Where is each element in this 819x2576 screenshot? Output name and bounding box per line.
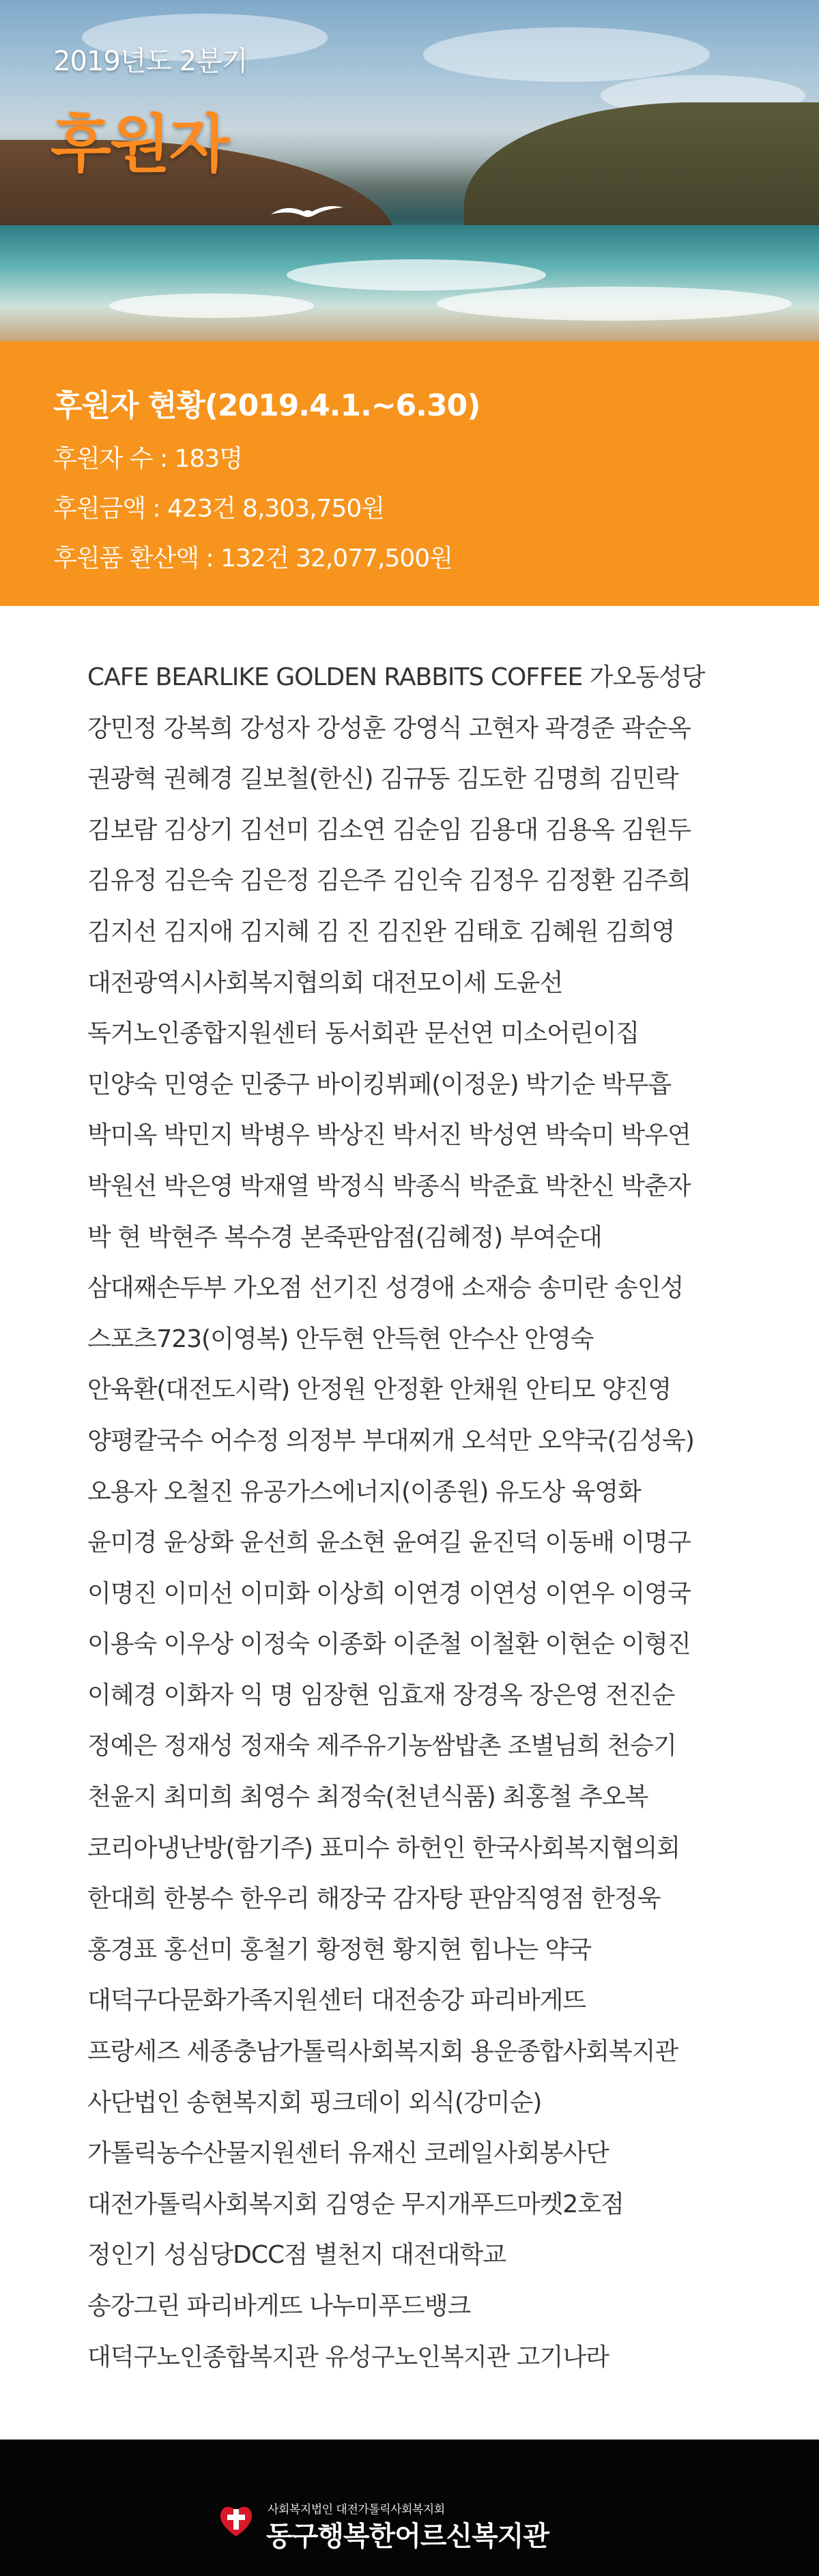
donor-row: 이혜경 이화자 익 명 임장현 임효재 장경옥 장은영 전진순 (87, 1681, 675, 1709)
donor-row: 박미옥 박민지 박병우 박상진 박서진 박성연 박숙미 박우연 (87, 1121, 691, 1150)
donor-row: 정인기 성심당DCC점 별천지 대전대학교 (87, 2241, 506, 2270)
donor-row: 박 현 박현주 복수경 본죽판암점(김혜정) 부여순대 (87, 1223, 602, 1251)
donor-row: 대덕구노인종합복지관 유성구노인복지관 고기나라 (87, 2343, 609, 2371)
footer-org-sub: 사회복지법인 대전가톨릭사회복지회 (268, 2503, 445, 2517)
donor-row: 코리아냉난방(함기주) 표미수 하헌인 한국사회복지협의회 (87, 1834, 680, 1862)
donor-row: 윤미경 윤상화 윤선희 윤소현 윤여길 윤진덕 이동배 이명구 (87, 1529, 691, 1557)
donor-row: 이용숙 이우상 이정숙 이종화 이준철 이철환 이현순 이형진 (87, 1630, 691, 1659)
donor-row: 사단법인 송현복지회 핑크데이 외식(강미순) (87, 2088, 542, 2117)
donor-row: 프랑세즈 세종충남가톨릭사회복지회 용운종합사회복지관 (87, 2038, 678, 2066)
footer-org-name: 동구행복한어르신복지관 (266, 2521, 549, 2552)
donor-row: 민양숙 민영순 민중구 바이킹뷔페(이정운) 박기순 박무흡 (87, 1070, 672, 1099)
wave-foam (109, 293, 314, 318)
donation-amount: 후원금액 : 423건 8,303,750원 (53, 495, 385, 523)
donor-row: 대전광역시사회복지협의회 대전모이세 도윤선 (87, 968, 563, 997)
donor-row: 송강그린 파리바게뜨 나누미푸드뱅크 (87, 2292, 471, 2320)
footer (0, 2440, 819, 2576)
hero-subtitle: 2019년도 2분기 (53, 46, 248, 77)
donor-row: 정예은 정재성 정재숙 제주유기농쌈밥촌 조별님희 천승기 (87, 1732, 676, 1761)
seagull-icon (270, 202, 345, 220)
donor-row: 김유정 김은숙 김은정 김은주 김인숙 김정우 김정환 김주희 (87, 867, 691, 895)
donor-row: CAFE BEARLIKE GOLDEN RABBITS COFFEE 가오동성당 (87, 663, 705, 691)
goods-amount: 후원품 환산액 : 132건 32,077,500원 (53, 545, 452, 573)
donor-row: 박원선 박은영 박재열 박정식 박종식 박준효 박찬신 박춘자 (87, 1172, 691, 1200)
donor-row: 강민정 강복희 강성자 강성훈 강영식 고현자 곽경준 곽순옥 (87, 714, 691, 742)
donor-status-panel (0, 341, 819, 606)
donor-row: 홍경표 홍선미 홍철기 황정현 황지현 힘나는 약국 (87, 1935, 592, 1964)
donor-row: 오용자 오철진 유공가스에너지(이종원) 유도상 육영화 (87, 1477, 641, 1506)
donor-row: 권광혁 권혜경 길보철(한신) 김규동 김도한 김명희 김민락 (87, 765, 678, 794)
donor-row: 양평칼국수 어수정 의정부 부대찌개 오석만 오약국(김성욱) (87, 1426, 694, 1455)
donor-count: 후원자 수 : 183명 (53, 445, 243, 473)
donor-row: 천윤지 최미희 최영수 최정숙(천년식품) 최홍철 추오복 (87, 1783, 648, 1812)
donor-row: 김지선 김지애 김지혜 김 진 김진완 김태호 김혜원 김희영 (87, 917, 675, 946)
red-cross-heart-logo-icon (217, 2501, 255, 2539)
donor-row: 안육환(대전도시락) 안정원 안정환 안채원 안티모 양진영 (87, 1376, 672, 1404)
donor-row: 독거노인종합지원센터 동서회관 문선연 미소어린이집 (87, 1019, 640, 1048)
hero-banner (0, 0, 819, 341)
donor-row: 삼대째손두부 가오점 선기진 성경애 소재승 송미란 송인성 (87, 1274, 684, 1303)
donor-row: 이명진 이미선 이미화 이상희 이연경 이연성 이연우 이영국 (87, 1579, 691, 1608)
donor-row: 스포츠723(이영복) 안두현 안득현 안수산 안영숙 (87, 1325, 594, 1353)
wave-foam (287, 259, 546, 291)
wave-foam (437, 287, 792, 321)
donor-row: 가톨릭농수산물지원센터 유재신 코레일사회봉사단 (87, 2139, 609, 2168)
hero-title: 후원자 (51, 108, 229, 181)
donor-row: 김보람 김상기 김선미 김소연 김순임 김용대 김용옥 김원두 (87, 815, 691, 844)
donor-row: 대전가톨릭사회복지회 김영순 무지개푸드마켓2호점 (87, 2190, 624, 2218)
cloud (423, 27, 710, 82)
donor-row: 한대희 한봉수 한우리 해장국 감자탕 판암직영점 한정욱 (87, 1885, 661, 1913)
status-heading: 후원자 현황(2019.4.1.~6.30) (53, 388, 480, 423)
donor-list (0, 606, 819, 2383)
donor-row: 대덕구다문화가족지원센터 대전송강 파리바게뜨 (87, 1986, 586, 2015)
